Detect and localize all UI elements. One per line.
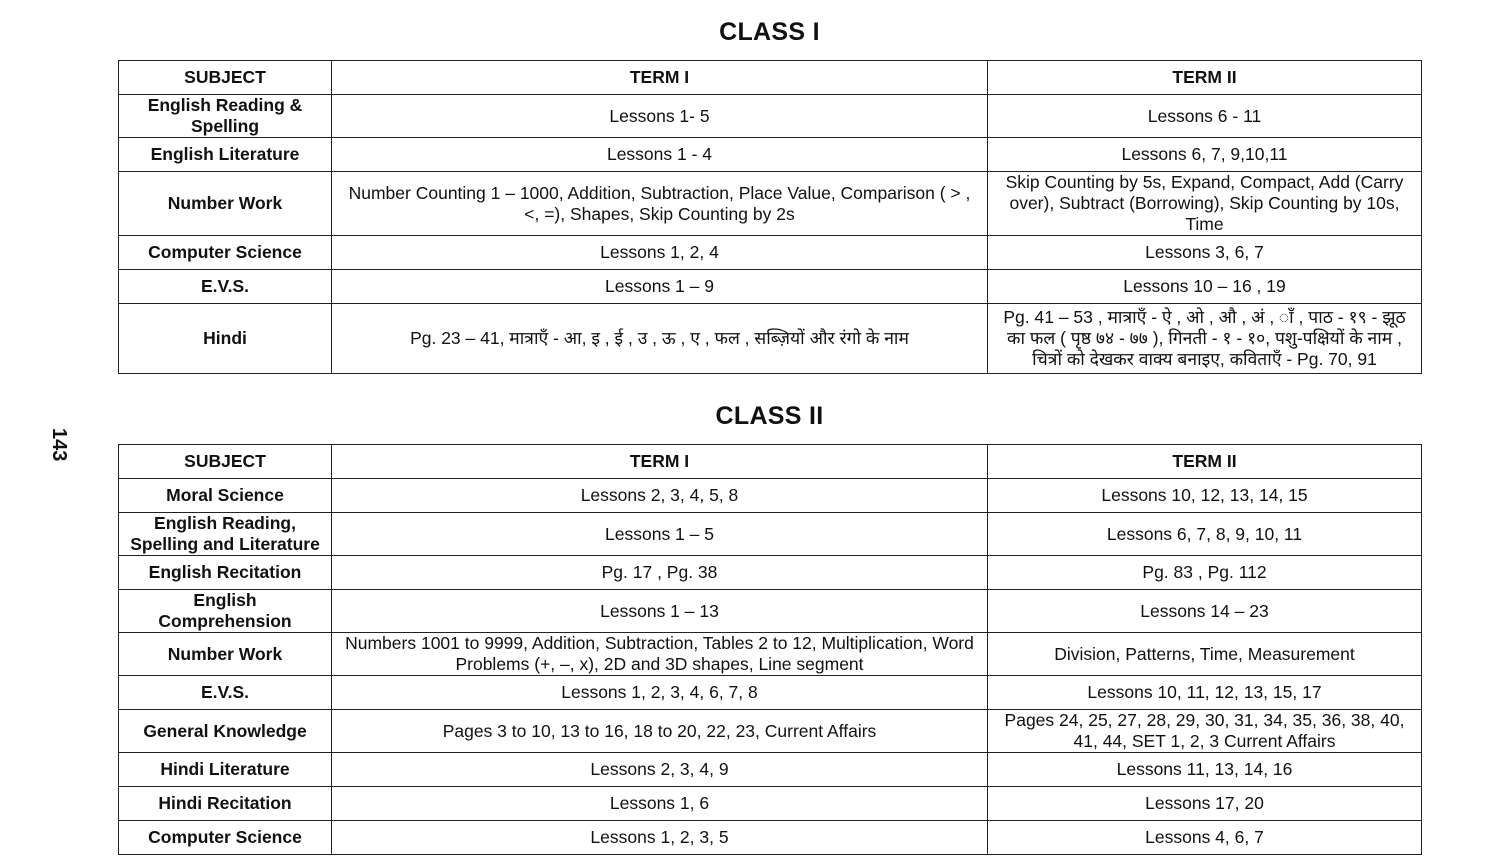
term-2-cell: Pages 24, 25, 27, 28, 29, 30, 31, 34, 35, 36, 38, 40, 41, 44, SET 1, 2, 3 Current Affairs — [988, 710, 1422, 753]
term-2-cell: Lessons 6, 7, 8, 9, 10, 11 — [988, 513, 1422, 556]
term-1-cell: Lessons 2, 3, 4, 5, 8 — [332, 479, 988, 513]
term-2-cell: Lessons 10, 11, 12, 13, 15, 17 — [988, 676, 1422, 710]
table-row — [119, 138, 1422, 172]
term-1-cell: Lessons 1, 2, 4 — [332, 236, 988, 270]
table-row — [119, 787, 1422, 821]
class-2-syllabus-table — [118, 444, 1422, 855]
term-1-cell: Pg. 17 , Pg. 38 — [332, 556, 988, 590]
table-row — [119, 513, 1422, 556]
term-1-cell: Lessons 1, 6 — [332, 787, 988, 821]
term-1-cell: Pages 3 to 10, 13 to 16, 18 to 20, 22, 23, Current Affairs — [332, 710, 988, 753]
term-2-cell: Pg. 83 , Pg. 112 — [988, 556, 1422, 590]
term-1-cell: Lessons 1 – 5 — [332, 513, 988, 556]
subject-cell: English Reading, Spelling and Literature — [119, 513, 332, 556]
table-row — [119, 270, 1422, 304]
class-1-title: CLASS I — [719, 18, 820, 46]
table-header-row — [119, 61, 1422, 95]
table-row — [119, 95, 1422, 138]
subject-cell: Moral Science — [119, 479, 332, 513]
subject-cell: E.V.S. — [119, 676, 332, 710]
term-2-cell: Lessons 17, 20 — [988, 787, 1422, 821]
table-row — [119, 556, 1422, 590]
term-1-cell: Lessons 1 – 9 — [332, 270, 988, 304]
term-2-cell: Lessons 6 - 11 — [988, 95, 1422, 138]
term-1-cell: Numbers 1001 to 9999, Addition, Subtraction, Tables 2 to 12, Multiplication, Word Problems (+, –, x), 2D and 3D shapes, Line segment — [332, 633, 988, 676]
term-2-cell: Pg. 41 – 53 , मात्राएँ - ऐ , ओ , औ , अं , ाँ , पाठ - १९ - झूठ का फल ( पृष्ठ ७४ - ७७ ), गिनती - १ - १०, पशु-पक्षियों के नाम , चित्रों को देखकर वाक्य बनाइए, कविताएँ - Pg. 70, 91 — [988, 304, 1422, 374]
term-2-cell: Skip Counting by 5s, Expand, Compact, Add (Carry over), Subtract (Borrowing), Skip Counting by 10s, Time — [988, 172, 1422, 236]
subject-cell: Hindi Recitation — [119, 787, 332, 821]
header-term-2: TERM II — [988, 445, 1422, 479]
subject-cell: Hindi Literature — [119, 753, 332, 787]
class-2-title: CLASS II — [715, 402, 824, 430]
term-2-cell: Lessons 14 – 23 — [988, 590, 1422, 633]
table-row — [119, 676, 1422, 710]
term-1-cell: Lessons 1 – 13 — [332, 590, 988, 633]
table-row — [119, 821, 1422, 855]
term-2-cell: Lessons 4, 6, 7 — [988, 821, 1422, 855]
header-term-1: TERM I — [332, 61, 988, 95]
table-row — [119, 753, 1422, 787]
term-2-cell: Lessons 10 – 16 , 19 — [988, 270, 1422, 304]
subject-cell: English Literature — [119, 138, 332, 172]
subject-cell: Computer Science — [119, 821, 332, 855]
subject-cell: English Comprehension — [119, 590, 332, 633]
table-row — [119, 479, 1422, 513]
table-row — [119, 304, 1422, 374]
term-2-cell: Lessons 6, 7, 9,10,11 — [988, 138, 1422, 172]
table-row — [119, 590, 1422, 633]
term-1-cell: Lessons 2, 3, 4, 9 — [332, 753, 988, 787]
header-subject: SUBJECT — [119, 445, 332, 479]
table-header-row — [119, 445, 1422, 479]
subject-cell: Number Work — [119, 172, 332, 236]
subject-cell: Number Work — [119, 633, 332, 676]
table-row — [119, 236, 1422, 270]
term-2-cell: Lessons 11, 13, 14, 16 — [988, 753, 1422, 787]
class-1-syllabus-table — [118, 60, 1422, 374]
term-2-cell: Division, Patterns, Time, Measurement — [988, 633, 1422, 676]
term-2-cell: Lessons 3, 6, 7 — [988, 236, 1422, 270]
subject-cell: English Reading & Spelling — [119, 95, 332, 138]
term-1-cell: Pg. 23 – 41, मात्राएँ - आ, इ , ई , उ , ऊ , ए , फल , सब्ज़ियों और रंगो के नाम — [332, 304, 988, 374]
subject-cell: Hindi — [119, 304, 332, 374]
header-subject: SUBJECT — [119, 61, 332, 95]
table-row — [119, 172, 1422, 236]
header-term-2: TERM II — [988, 61, 1422, 95]
term-1-cell: Number Counting 1 – 1000, Addition, Subtraction, Place Value, Comparison ( > , <, =), Shapes, Skip Counting by 2s — [332, 172, 988, 236]
term-1-cell: Lessons 1 - 4 — [332, 138, 988, 172]
subject-cell: Computer Science — [119, 236, 332, 270]
header-term-1: TERM I — [332, 445, 988, 479]
term-1-cell: Lessons 1, 2, 3, 4, 6, 7, 8 — [332, 676, 988, 710]
subject-cell: English Recitation — [119, 556, 332, 590]
table-row — [119, 710, 1422, 753]
term-1-cell: Lessons 1- 5 — [332, 95, 988, 138]
term-2-cell: Lessons 10, 12, 13, 14, 15 — [988, 479, 1422, 513]
subject-cell: General Knowledge — [119, 710, 332, 753]
page-number: 143 — [48, 428, 70, 462]
table-row — [119, 633, 1422, 676]
subject-cell: E.V.S. — [119, 270, 332, 304]
term-1-cell: Lessons 1, 2, 3, 5 — [332, 821, 988, 855]
